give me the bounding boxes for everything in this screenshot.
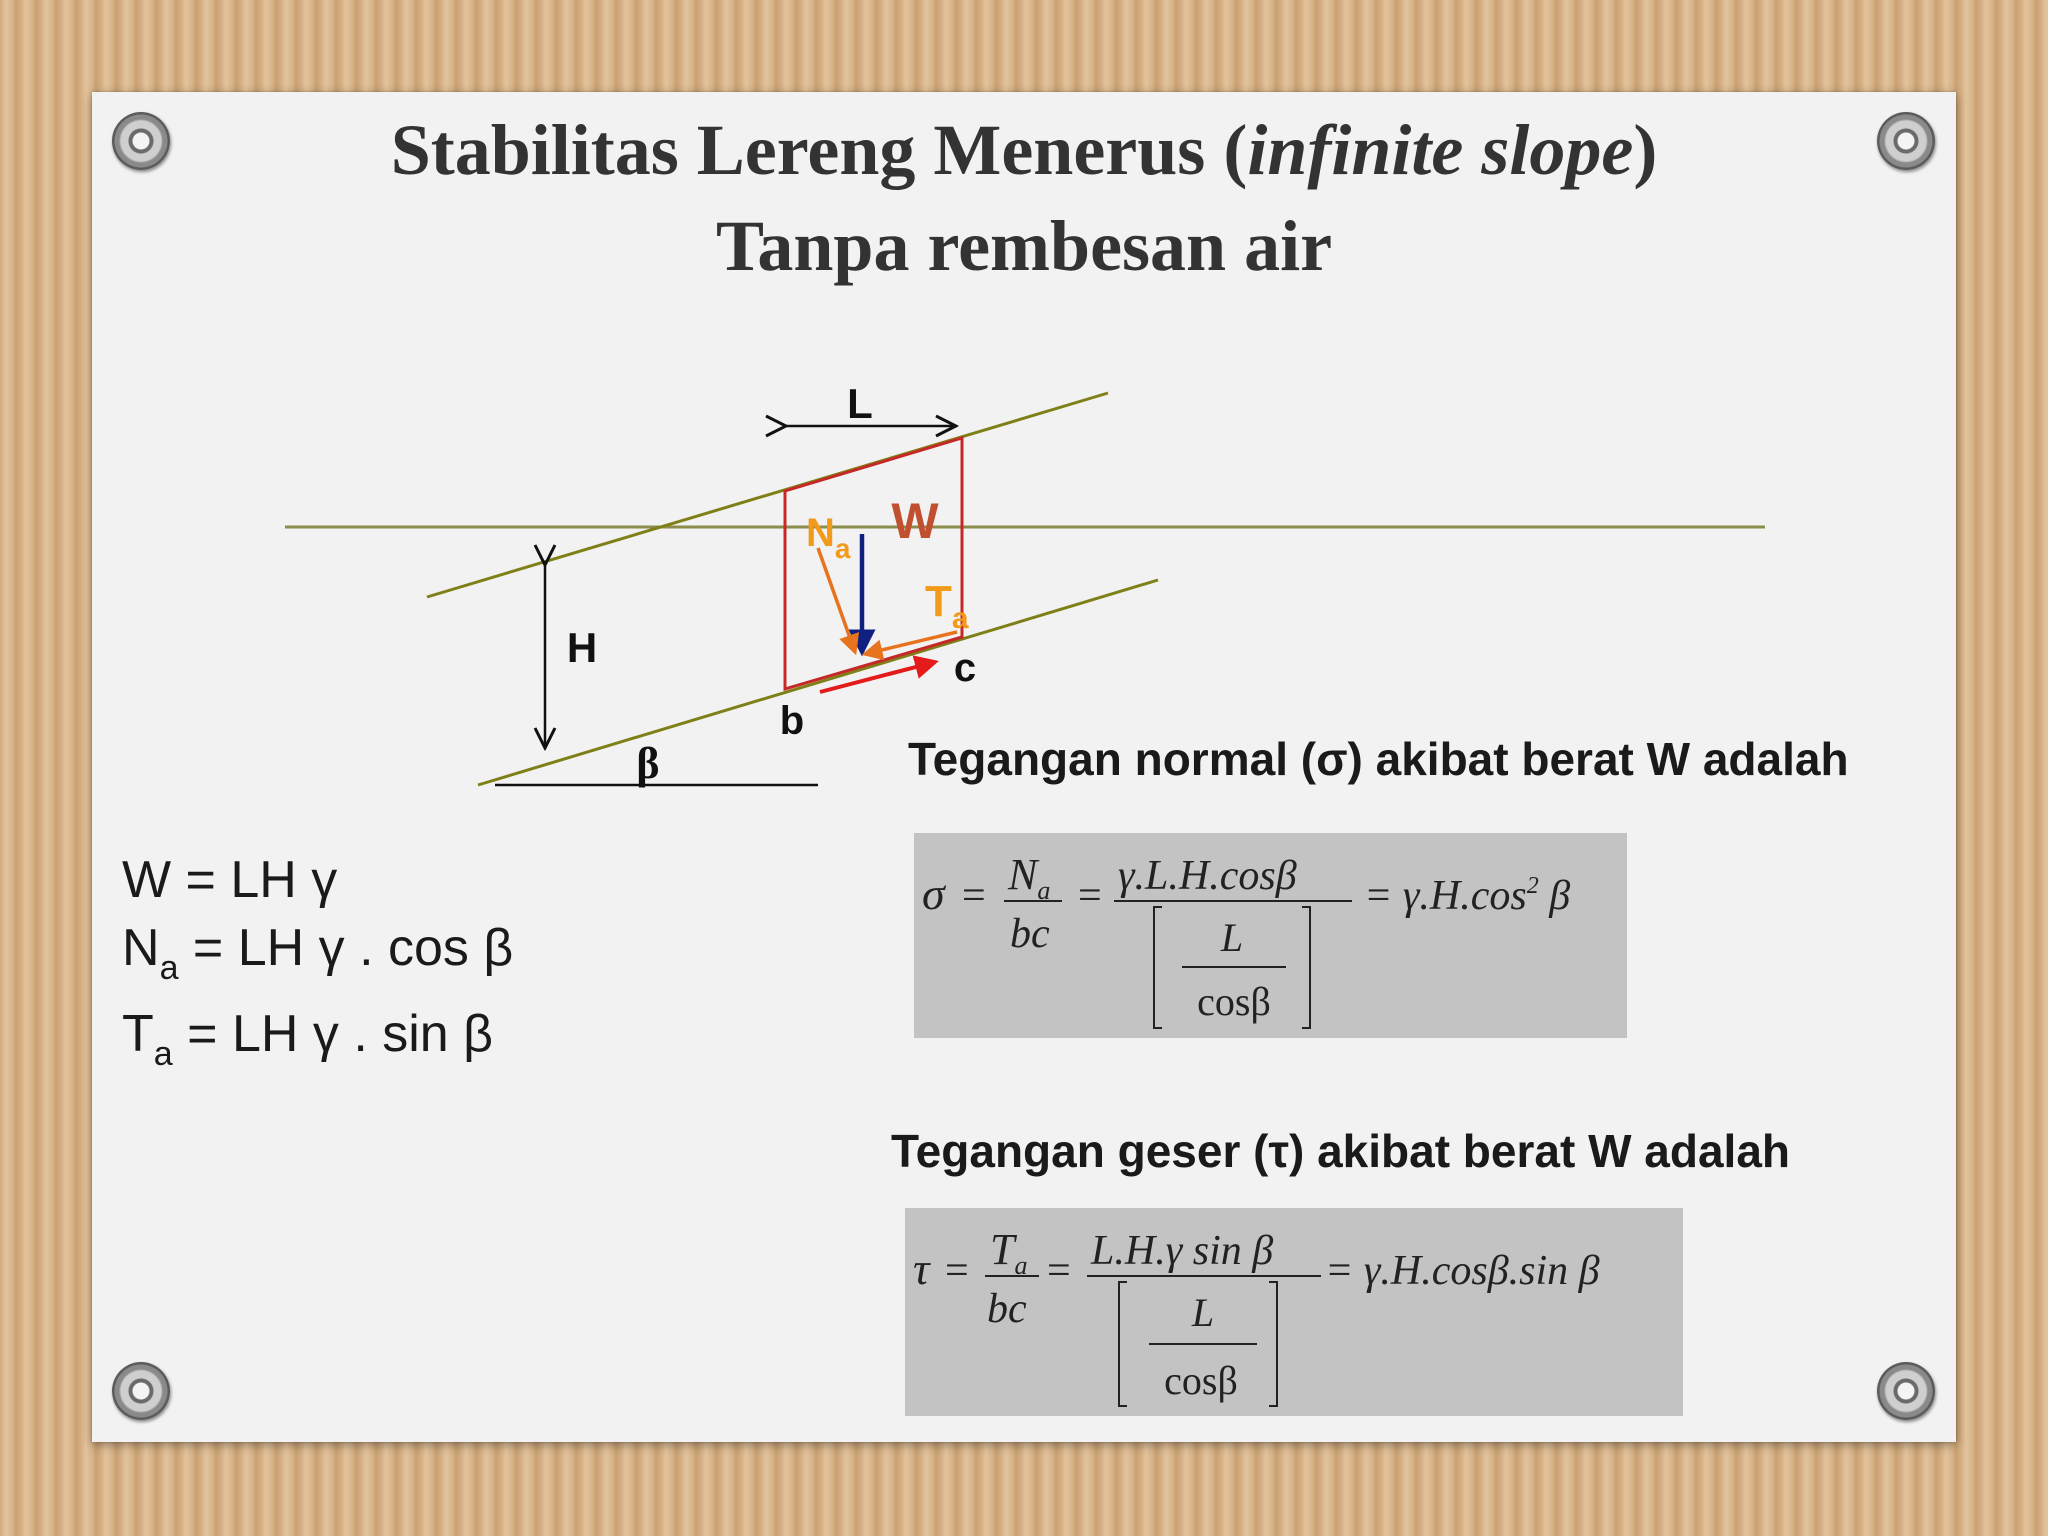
normal-stress-formula	[914, 833, 1627, 1038]
eq-shear-force: $T_a$ = LH γ . sin β	[122, 1005, 494, 1073]
frac1-denominator: bc	[1010, 911, 1050, 957]
inner-denominator: cosβ	[1164, 1358, 1238, 1403]
equals-2: =	[1047, 1248, 1071, 1294]
eq-weight: W = LH γ	[122, 851, 338, 909]
ground-surface-line	[427, 393, 1108, 597]
frac2-numerator: L.H.γ sin β	[1091, 1228, 1274, 1274]
equals-2: =	[1078, 873, 1102, 919]
label-W: W	[891, 493, 939, 549]
right-bracket	[1302, 907, 1310, 1028]
equals-1: =	[962, 873, 986, 919]
frac1-numerator: $N_a$	[1008, 850, 1051, 905]
frac1-numerator: $T_a$	[990, 1225, 1028, 1280]
label-Na: $N_a$	[806, 511, 851, 564]
shear-stress-formula	[905, 1208, 1683, 1416]
inner-numerator: L	[1191, 1290, 1215, 1335]
eq-normal-force: $N_a$ = LH γ . cos β	[122, 919, 514, 987]
label-Ta: $T_a$	[925, 577, 969, 635]
label-c: c	[953, 646, 977, 690]
normal-stress-result: = $\gamma.H.\cos^2$ β	[1364, 873, 1571, 919]
left-bracket	[1154, 907, 1162, 1028]
inner-numerator: L	[1220, 915, 1244, 960]
frac2-numerator: γ.L.H.cosβ	[1118, 853, 1297, 899]
sigma-symbol: σ	[922, 868, 945, 919]
label-b: b	[779, 699, 805, 743]
slide-title-line1: Stabilitas Lereng Menerus (infinite slope)	[390, 110, 1658, 190]
right-bracket	[1269, 1282, 1277, 1406]
label-L: L	[847, 380, 873, 427]
normal-stress-heading: Tegangan normal (σ) akibat berat W adalah	[908, 733, 1849, 785]
equals-1: =	[945, 1248, 969, 1294]
tau-symbol: τ	[913, 1243, 930, 1294]
shear-stress-result: = γ.H.cosβ.sin β	[1325, 1248, 1600, 1294]
frac1-denominator: bc	[987, 1286, 1027, 1332]
left-bracket	[1119, 1282, 1127, 1406]
shear-stress-heading: Tegangan geser (τ) akibat berat W adalah	[891, 1125, 1790, 1177]
slide-title-line2: Tanpa rembesan air	[715, 206, 1333, 286]
inner-denominator: cosβ	[1197, 979, 1271, 1024]
label-H: H	[566, 624, 598, 671]
label-beta: β	[636, 739, 660, 788]
